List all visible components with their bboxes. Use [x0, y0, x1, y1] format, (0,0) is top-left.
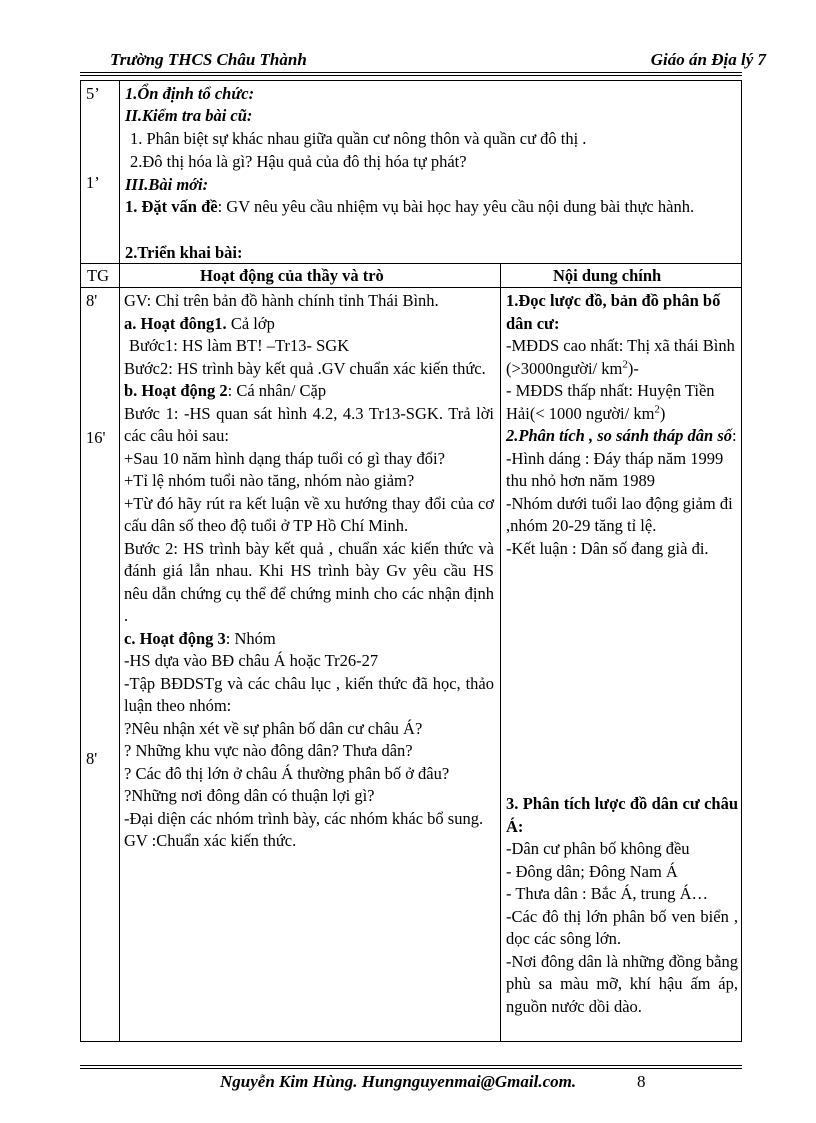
content-heading-2: [506, 425, 738, 448]
subject-title: Giáo án Địa lý 7: [650, 50, 766, 69]
activity-line: ?Những nơi đông dân có thuận lợi gì?: [124, 786, 375, 805]
content-line: [506, 380, 738, 425]
activity-line: Bước 2: HS trình bày kết quả , chuẩn xác kiến thức và đánh giá lẫn nhau. Khi HS trình bày Gv yêu cầu HS nêu dẫn chứng cụ thể để chứng minh cho các nhận định .: [124, 538, 494, 625]
content-line: -Hình dáng : Đáy tháp năm 1999 thu nhỏ hơn năm 1989: [506, 448, 724, 490]
footer-rule-2: [80, 1068, 742, 1069]
time-5: 5’: [86, 84, 100, 103]
time-row-2: 16': [86, 428, 106, 447]
content-line: - Đông dân; Đông Nam Á: [506, 861, 678, 881]
activity-line: GV :Chuẩn xác kiến thức.: [124, 831, 297, 850]
time-row-3: 8': [86, 749, 98, 768]
activity-c-text: : Nhóm: [225, 628, 276, 648]
content-text: ): [659, 403, 666, 423]
content-heading-text: 2.Phân tích , so sánh tháp dân số: [506, 426, 733, 445]
activity-c-label: c. Hoạt động 3: [124, 628, 226, 648]
header-rule-2: [80, 75, 742, 76]
activity-line: Bước1: HS làm BT! –Tr13- SGK: [129, 336, 350, 355]
content-text: -MĐDS cao nhất: Thị xã thái Bình (>3000người/ km: [506, 336, 735, 378]
content-block-1: [506, 290, 738, 560]
activity-column: [124, 290, 494, 853]
activity-b-text: : Cá nhân/ Cặp: [227, 381, 327, 400]
header-rule: [80, 72, 742, 73]
activity-line: -HS dựa vào BĐ châu Á hoặc Tr26-27: [124, 651, 379, 670]
content-line: -Các đô thị lớn phân bố ven biển , dọc các sông lớn.: [506, 906, 738, 948]
activity-line: ? Những khu vực nào đông dân? Thưa dân?: [124, 741, 413, 760]
activity-line: Bước 1: -HS quan sát hình 4.2, 4.3 Tr13-SGK. Trả lời các câu hỏi sau:: [124, 403, 494, 445]
question-2: 2.Đô thị hóa là gì? Hậu quả của đô thị hóa tự phát?: [130, 152, 467, 171]
section-on-dinh: 1.Ổn định tổ chức:: [125, 84, 255, 103]
footer-rule: [80, 1065, 742, 1066]
col-head-tg: TG: [87, 266, 109, 285]
time-row-1: 8': [86, 291, 98, 310]
superscript: 2: [654, 403, 660, 415]
content-line: - Thưa dân : Bắc Á, trung Á…: [506, 884, 709, 903]
content-line: [506, 335, 738, 380]
activity-line: +Sau 10 năm hình dạng tháp tuổi có gì thay đổi?: [124, 448, 445, 468]
content-heading-colon: :: [732, 426, 737, 445]
question-1: 1. Phân biệt sự khác nhau giữa quần cư nông thôn và quần cư đô thị .: [130, 129, 587, 148]
content-line: -Nơi đông dân là những đồng bằng phù sa màu mỡ, khí hậu ấm áp, nguồn nước dồi dào.: [506, 951, 738, 1016]
content-block-2: [506, 793, 738, 1018]
content-text: - MĐDS thấp nhất: Huyện Tiền Hải(< 1000 người/ km: [506, 381, 715, 423]
col-head-activity: Hoạt động của thầy và trò: [200, 266, 384, 285]
activity-a-label: a. Hoạt đông1.: [124, 313, 227, 333]
col-divider-time: [119, 80, 120, 1042]
activity-line: GV: Chỉ trên bản đồ hành chính tỉnh Thái Bình.: [124, 291, 439, 310]
trien-khai-bai: 2.Triển khai bài:: [125, 243, 243, 262]
superscript: 2: [622, 358, 628, 370]
activity-c: [124, 628, 494, 651]
content-line: -Nhóm dưới tuổi lao động giảm đi ,nhóm 20-29 tăng tỉ lệ.: [506, 493, 733, 535]
school-name: Trường THCS Châu Thành: [110, 50, 307, 69]
activity-line: ? Các đô thị lớn ở châu Á thường phân bố ở đâu?: [124, 763, 450, 783]
activity-a-text: Cả lớp: [226, 313, 275, 333]
row-divider-head-bottom: [80, 287, 742, 288]
page-number: 8: [637, 1072, 646, 1091]
activity-line: +Từ đó hãy rút ra kết luận về xu hướng thay đổi của cơ cấu dân số theo độ tuổi ở TP Hồ Chí Minh.: [124, 493, 494, 535]
activity-line: +Tỉ lệ nhóm tuổi nào tăng, nhóm nào giảm?: [124, 471, 415, 490]
time-1: 1’: [86, 173, 100, 192]
activity-line: -Tập BĐDSTg và các châu lục , kiến thức đã học, thảo luận theo nhóm:: [124, 673, 494, 715]
activity-b-label: b. Hoạt động 2: [124, 381, 228, 400]
activity-line: -Đại diện các nhóm trình bày, các nhóm khác bổ sung.: [124, 808, 484, 828]
dat-van-de: [125, 196, 737, 219]
col-divider-content: [500, 263, 501, 1042]
content-line: -Dân cư phân bố không đều: [506, 839, 690, 858]
section-kiem-tra: II.Kiểm tra bài cũ:: [125, 106, 253, 125]
activity-line: Bước2: HS trình bày kết quả .GV chuẩn xác kiến thức.: [124, 358, 486, 378]
content-heading-3: 3. Phân tích lược đồ dân cư châu Á:: [506, 794, 738, 836]
section-bai-moi: III.Bài mới:: [125, 175, 209, 194]
content-text: )-: [627, 358, 639, 378]
footer-author: Nguyễn Kim Hùng. Hungnguyenmai@Gmail.com.: [220, 1072, 577, 1091]
content-heading-1: 1.Đọc lược đồ, bản đồ phân bố dân cư:: [506, 291, 721, 333]
content-line: -Kết luận : Dân số đang già đi.: [506, 538, 709, 558]
col-head-content: Nội dung chính: [553, 266, 662, 285]
activity-line: ?Nêu nhận xét về sự phân bố dân cư châu Á?: [124, 718, 423, 738]
activity-a: [124, 313, 494, 336]
dat-van-de-text: : GV nêu yêu cầu nhiệm vụ bài học hay yêu cầu nội dung bài thực hành.: [217, 197, 695, 216]
page-header: [110, 50, 766, 72]
dat-van-de-label: 1. Đặt vấn đề: [125, 197, 218, 216]
activity-b: [124, 380, 494, 403]
